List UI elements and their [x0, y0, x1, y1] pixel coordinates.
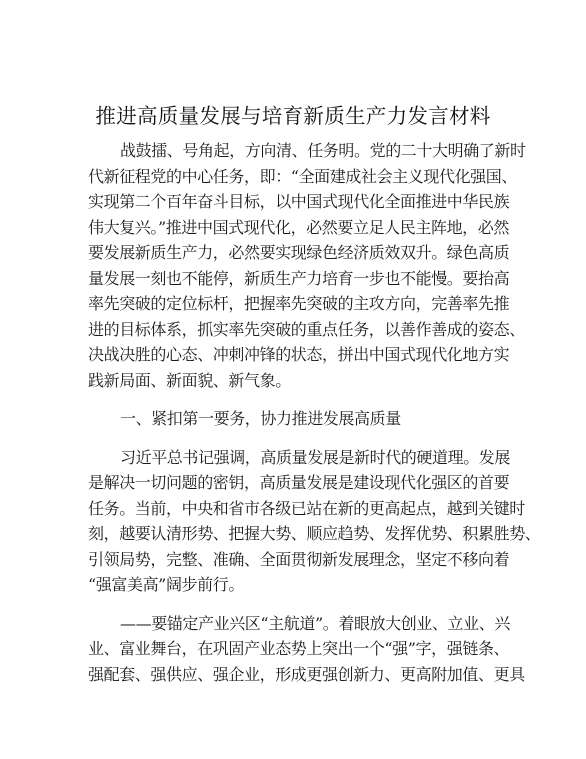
- text-line: 是解决一切问题的密钥，高质量发展是建设现代化强区的首要: [88, 473, 510, 492]
- text-line: 量发展一刻也不能停，新质生产力培育一步也不能慢。要抬高: [88, 268, 510, 288]
- section-heading: [88, 406, 493, 432]
- text-line: 决战决胜的心态、冲刺冲锋的状态，拼出中国式现代化地方实: [88, 345, 510, 364]
- text-line: 践新局面、新面貌、新气象。: [88, 370, 291, 390]
- text-line: 任务。当前，中央和省市各级已站在新的更高起点，越到关键时: [88, 498, 525, 518]
- paragraph-quote: [88, 445, 541, 598]
- paragraph-intro: [88, 138, 526, 393]
- paragraph-gap: [88, 393, 493, 406]
- text-line: 代新征程党的中心任务，即：“全面建成社会主义现代化强国、: [88, 166, 517, 186]
- paragraph-gap: [88, 432, 493, 445]
- text-line: 进的目标体系，抓实率先突破的重点任务，以善作善成的姿态、: [88, 319, 525, 339]
- text-line: 率先突破的定位标杆，把握率先突破的主攻方向，完善率先推: [88, 294, 510, 313]
- text-line: 要发展新质生产力，必然要实现绿色经济质效双升。绿色高质: [88, 243, 510, 262]
- paragraph-industry: [88, 611, 525, 688]
- text-line: 强配套、强供应、强企业，形成更强创新力、更高附加值、更具: [88, 664, 525, 684]
- text-line: ——要锚定产业兴区“主航道”。着眼放大创业、立业、兴: [120, 613, 510, 633]
- document-body: [88, 138, 541, 687]
- text-line: 实现第二个百年奋斗目标，以中国式现代化全面推进中华民族: [88, 192, 510, 211]
- text-line: 习近平总书记强调，高质量发展是新时代的硬道理。发展: [120, 447, 511, 467]
- text-line: 伟大复兴。”推进中国式现代化，必然要立足人民主阵地，必然: [88, 217, 509, 237]
- text-line: 战鼓擂、号角起，方向清、任务明。党的二十大明确了新时: [120, 141, 526, 160]
- paragraph-gap: [88, 598, 493, 611]
- section-heading-text: 一、紧扣第一要务，协力推进发展高质量: [120, 409, 401, 428]
- text-line: 刻，越要认清形势、把握大势、顺应趋势、发挥优势、积累胜势、: [88, 524, 541, 543]
- text-line: “强富美高”阔步前行。: [88, 575, 244, 594]
- text-line: 业、富业舞台，在巩固产业态势上突出一个“强”字，强链条、: [88, 639, 510, 658]
- document-title: 推进高质量发展与培育新质生产力发言材料: [95, 104, 491, 128]
- text-line: 引领局势，完整、准确、全面贯彻新发展理念，坚定不移向着: [88, 549, 510, 569]
